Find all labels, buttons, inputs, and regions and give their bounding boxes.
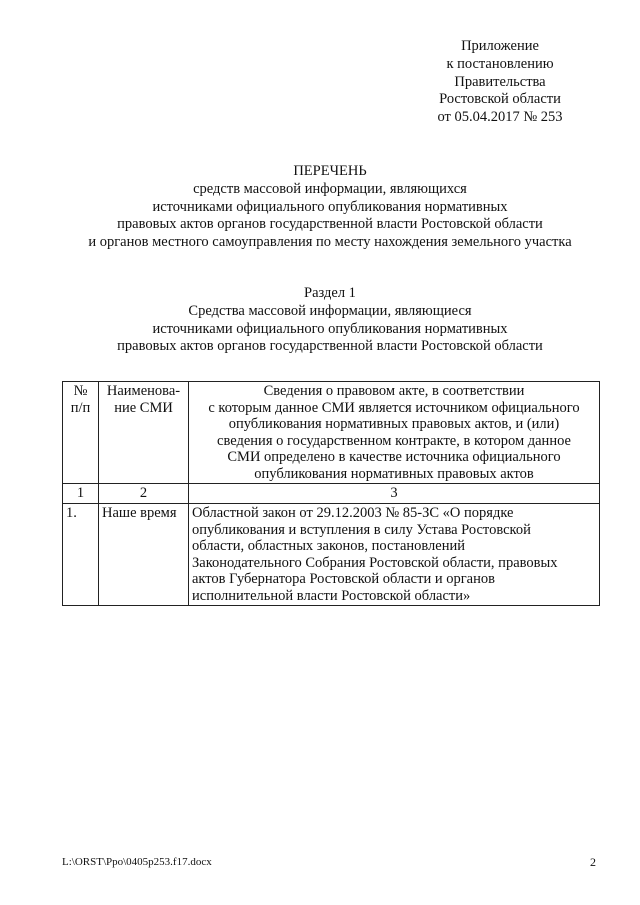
table-row bbox=[63, 504, 600, 606]
legal-act-line: опубликования и вступления в силу Устава Ростовской bbox=[192, 521, 531, 538]
legal-act-line: Областной закон от 29.12.2003 № 85-ЗС «О порядке bbox=[192, 505, 514, 521]
legal-act-line: актов Губернатора Ростовской области и органов bbox=[192, 571, 495, 587]
row-legal-act bbox=[189, 504, 600, 606]
legal-act-line: Законодательного Собрания Ростовской области, правовых bbox=[192, 554, 558, 571]
row-number: 1. bbox=[63, 504, 99, 606]
document-title bbox=[30, 163, 630, 252]
section-line: источниками официального опубликования нормативных bbox=[152, 320, 508, 337]
section-number: Раздел 1 bbox=[304, 285, 356, 301]
title-heading: ПЕРЕЧЕНЬ bbox=[293, 163, 367, 179]
appendix-header-line: Приложение bbox=[461, 38, 539, 54]
header-name-line: Наименова- bbox=[106, 383, 181, 399]
header-info-line: сведения о государственном контракте, в котором данное bbox=[217, 432, 571, 449]
index-cell: 3 bbox=[189, 484, 600, 504]
header-info-line: Сведения о правовом акте, в соответствии bbox=[263, 383, 525, 399]
appendix-header-line: от 05.04.2017 № 253 bbox=[437, 109, 563, 126]
media-list-table bbox=[62, 381, 600, 606]
header-info-line: СМИ определено в качестве источника официального bbox=[227, 449, 561, 465]
index-cell: 2 bbox=[99, 484, 189, 504]
table-header-row bbox=[63, 382, 600, 484]
appendix-header bbox=[400, 38, 600, 127]
header-info-line: с которым данное СМИ является источником официального bbox=[208, 399, 580, 416]
section-heading bbox=[30, 285, 630, 356]
section-line: Средства массовой информации, являющиеся bbox=[188, 302, 472, 319]
footer-file-path: L:\ORST\Ppo\0405p253.f17.docx bbox=[62, 856, 212, 868]
table-index-row bbox=[63, 484, 600, 504]
title-line: средств массовой информации, являющихся bbox=[193, 180, 467, 197]
page-number: 2 bbox=[590, 855, 596, 869]
row-media-name: Наше время bbox=[99, 504, 189, 606]
header-num-line: № bbox=[73, 383, 88, 399]
header-cell-name bbox=[99, 382, 189, 484]
appendix-header-line: Правительства bbox=[454, 73, 546, 90]
header-info-line: опубликования нормативных правовых актов bbox=[254, 465, 534, 482]
section-line: правовых актов органов государственной власти Ростовской области bbox=[117, 338, 543, 355]
appendix-header-line: к постановлению bbox=[446, 55, 554, 72]
appendix-header-line: Ростовской области bbox=[439, 91, 561, 108]
legal-act-line: исполнительной власти Ростовской области» bbox=[192, 587, 471, 604]
header-num-line: п/п bbox=[70, 399, 91, 416]
header-info-line: опубликования нормативных правовых актов, и (или) bbox=[228, 416, 560, 432]
title-line: и органов местного самоуправления по месту нахождения земельного участка bbox=[88, 234, 572, 251]
legal-act-line: области, областных законов, постановлений bbox=[192, 538, 466, 554]
header-cell-info bbox=[189, 382, 600, 484]
header-cell-num bbox=[63, 382, 99, 484]
title-line: правовых актов органов государственной власти Ростовской области bbox=[117, 216, 543, 233]
header-name-line: ние СМИ bbox=[114, 399, 173, 416]
title-line: источниками официального опубликования нормативных bbox=[152, 198, 508, 215]
index-cell: 1 bbox=[63, 484, 99, 504]
